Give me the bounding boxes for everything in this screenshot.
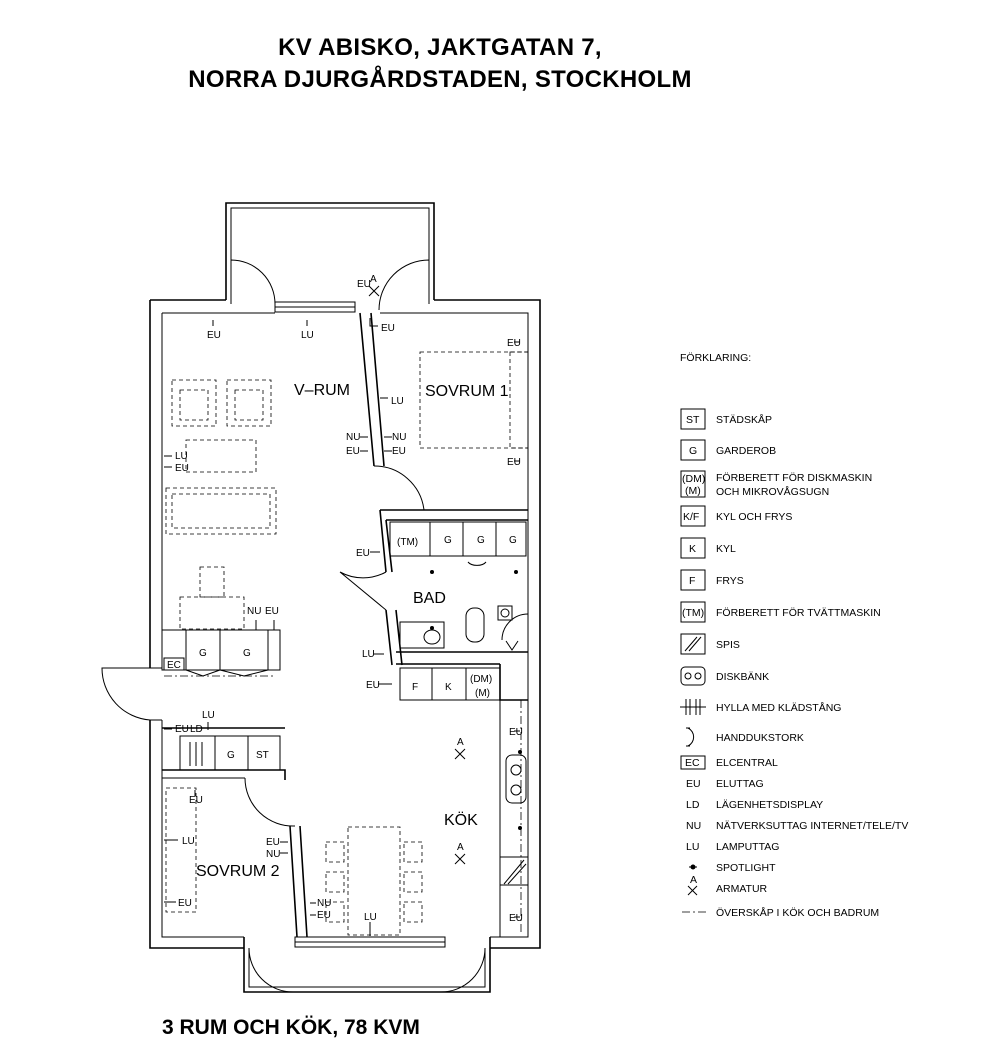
room-label-kok: KÖK [444, 812, 478, 829]
closet-g-label: G [444, 535, 452, 546]
legend-symbol: F [689, 575, 696, 587]
outlet-nu: NU [247, 606, 262, 617]
outlet-eu: EU [357, 279, 371, 290]
outlet-eu: EU [189, 795, 203, 806]
legend-symbol: (DM) [682, 473, 706, 485]
legend-item-text: DISKBÄNK [716, 671, 770, 683]
outlet-ld: LD [190, 724, 203, 735]
outlet-eu: EU [346, 446, 360, 457]
kyl-label: K [445, 682, 452, 693]
outlet-eu: EU [317, 910, 331, 921]
legend-heading: FÖRKLARING: [680, 352, 752, 364]
outlet-lu: LU [182, 836, 195, 847]
legend-item-text: NÄTVERKSUTTAG INTERNET/TELE/TV [716, 820, 909, 832]
outlet-eu: EU [507, 457, 521, 468]
closet-g-label: G [509, 535, 517, 546]
outlet-eu: EU [175, 463, 189, 474]
plan-title-line2: NORRA DJURGÅRDSTADEN, STOCKHOLM [188, 66, 692, 93]
room-label-bad: BAD [413, 590, 446, 607]
outlet-nu: NU [266, 849, 281, 860]
legend-symbol: G [689, 445, 698, 457]
legend-item-text: LÄGENHETSDISPLAY [716, 799, 824, 811]
closets [162, 522, 528, 770]
legend-item-text: KYL [716, 543, 736, 555]
outlet-lu: LU [364, 912, 377, 923]
outlet-eu: EU [266, 837, 280, 848]
outlet-tags [164, 279, 523, 936]
legend-symbol: (TM) [682, 607, 705, 619]
outlet-eu: EU [207, 330, 221, 341]
armatur-label: A [457, 737, 464, 748]
outlet-eu: EU [265, 606, 279, 617]
armatur-label: A [370, 274, 377, 285]
outlet-eu: EU [356, 548, 370, 559]
legend-symbol: A [690, 874, 698, 886]
outlet-lu: LU [391, 396, 404, 407]
room-label-sovrum1: SOVRUM 1 [425, 383, 509, 400]
legend-item-text: SPIS [716, 639, 740, 651]
outlet-nu: NU [392, 432, 407, 443]
closet-g-label: G [227, 750, 235, 761]
legend [680, 352, 908, 919]
legend-item-text: KYL OCH FRYS [716, 511, 793, 523]
outer-walls [102, 203, 540, 992]
outlet-nu: NU [317, 898, 332, 909]
outlet-eu: EU [175, 724, 189, 735]
room-label-vrum: V–RUM [294, 382, 351, 399]
legend-item-text: FÖRBERETT FÖR DISKMASKIN [716, 472, 873, 484]
legend-symbol: (M) [685, 485, 701, 497]
frys-label: F [412, 682, 419, 693]
legend-item-text: GARDEROB [716, 445, 777, 457]
outlet-eu: EU [178, 898, 192, 909]
legend-item-text: SPOTLIGHT [716, 862, 776, 874]
legend-item-text: FRYS [716, 575, 744, 587]
room-label-sovrum2: SOVRUM 2 [196, 863, 280, 880]
legend-item-text: HYLLA MED KLÄDSTÅNG [716, 702, 842, 714]
legend-item-text: OCH MIKROVÅGSUGN [716, 486, 830, 498]
legend-item-text: STÄDSKÅP [716, 414, 773, 426]
legend-symbol: K [689, 543, 697, 555]
closet-g-label: G [243, 648, 251, 659]
stadskap-label: ST [256, 750, 269, 761]
legend-symbol: LD [686, 799, 700, 811]
outlet-eu: EU [392, 446, 406, 457]
legend-symbol: LU [686, 841, 700, 853]
outlet-lu: LU [362, 649, 375, 660]
plan-footer: 3 RUM OCH KÖK, 78 KVM [162, 1016, 420, 1039]
armatur-label: A [457, 842, 464, 853]
elcentral-label: EC [167, 660, 181, 671]
outlet-lu: LU [175, 451, 188, 462]
outlet-nu: NU [346, 432, 361, 443]
legend-item-text: ELCENTRAL [716, 757, 778, 769]
legend-item-text: ÖVERSKÅP I KÖK OCH BADRUM [716, 907, 880, 919]
outlet-eu: EU [509, 913, 523, 924]
closet-g-label: G [199, 648, 207, 659]
outlet-lu: LU [301, 330, 314, 341]
closet-g-label: G [477, 535, 485, 546]
legend-symbol: EC [685, 757, 700, 769]
dm-label: (DM) [470, 674, 493, 685]
legend-item-text: FÖRBERETT FÖR TVÄTTMASKIN [716, 607, 881, 619]
legend-symbol: ST [686, 414, 700, 426]
outlet-eu: EU [366, 680, 380, 691]
legend-symbol: NU [686, 820, 702, 832]
tm-label: (TM) [397, 537, 419, 548]
interior-walls [162, 313, 528, 937]
plan-title-line1: KV ABISKO, JAKTGATAN 7, [278, 34, 602, 61]
legend-symbol: K/F [683, 511, 700, 523]
legend-item-text: ARMATUR [716, 883, 768, 895]
legend-item-text: ELUTTAG [716, 778, 764, 790]
m-label: (M) [475, 688, 490, 699]
outlet-eu: EU [507, 338, 521, 349]
legend-item-text: HANDDUKSTORK [716, 732, 804, 744]
outlet-lu: LU [202, 710, 215, 721]
legend-item-text: LAMPUTTAG [716, 841, 780, 853]
legend-symbol: EU [686, 778, 701, 790]
outlet-eu: EU [509, 727, 523, 738]
outlet-eu: EU [381, 323, 395, 334]
